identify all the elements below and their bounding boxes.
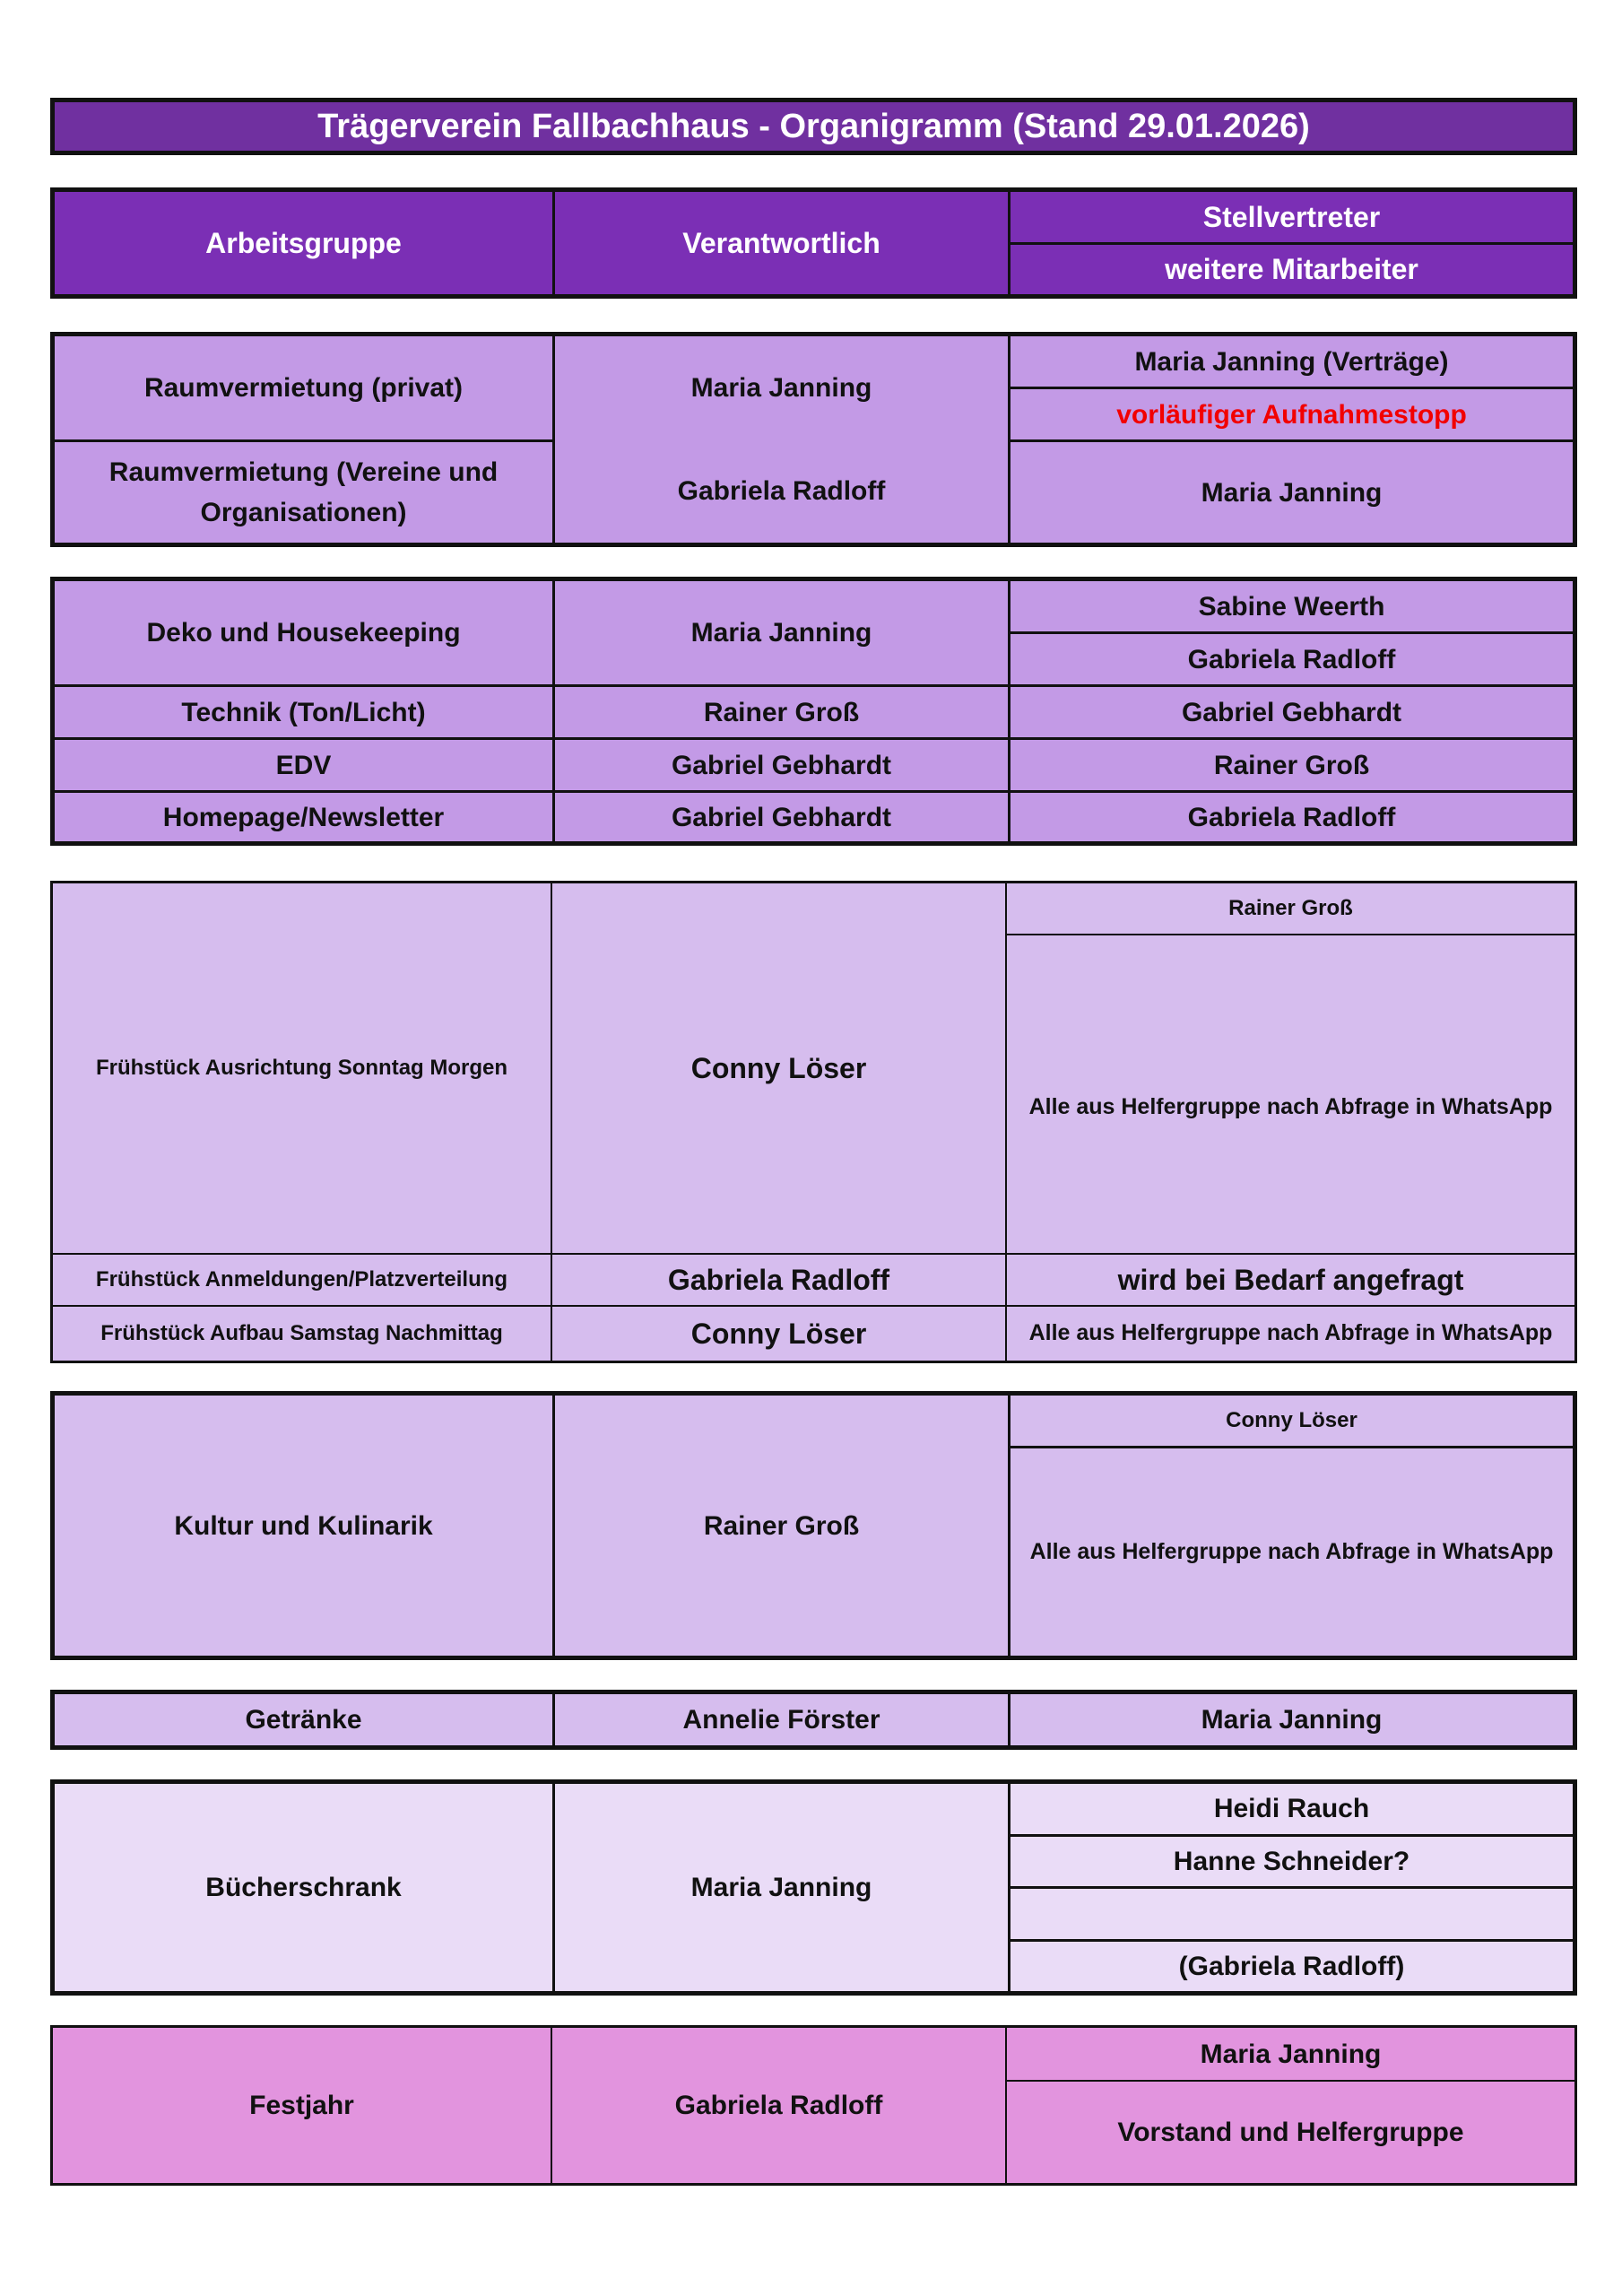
header-stellvertreter: Stellvertreter	[1010, 192, 1573, 242]
staff-buecherschrank-2	[1010, 1889, 1573, 1939]
group-fruehstueck-aufbau: Frühstück Aufbau Samstag Nachmittag	[53, 1307, 551, 1361]
column-header	[50, 187, 1577, 299]
responsible-raumvermietung-vereine: Gabriela Radloff	[677, 476, 886, 506]
group-fruehstueck-ausrichtung: Frühstück Ausrichtung Sonntag Morgen	[53, 883, 551, 1253]
responsible-buecherschrank: Maria Janning	[555, 1784, 1008, 1991]
deputy-deko-housekeeping: Sabine Weerth	[1010, 581, 1573, 631]
section-getraenke	[50, 1690, 1577, 1750]
group-getraenke: Getränke	[55, 1694, 552, 1745]
deputy-raumvermietung-vereine: Maria Janning	[1010, 442, 1573, 543]
header-weitere-mitarbeiter: weitere Mitarbeiter	[1010, 245, 1573, 295]
deputy-fruehstueck-anmeldungen: wird bei Bedarf angefragt	[1007, 1255, 1574, 1305]
staff-fruehstueck-ausrichtung: Alle aus Helfergruppe nach Abfrage in WhatsApp	[1007, 935, 1574, 1253]
note-aufnahmestopp: vorläufiger Aufnahmestopp	[1010, 389, 1573, 439]
group-fruehstueck-anmeldungen: Frühstück Anmeldungen/Platzverteilung	[53, 1255, 551, 1305]
responsible-fruehstueck-ausrichtung: Conny Löser	[552, 883, 1005, 1253]
group-festjahr: Festjahr	[53, 2028, 551, 2183]
group-deko-housekeeping: Deko und Housekeeping	[55, 581, 552, 684]
staff-deko-housekeeping: Gabriela Radloff	[1010, 634, 1573, 684]
responsible-deko-housekeeping: Maria Janning	[555, 581, 1008, 684]
deputy-getraenke: Maria Janning	[1010, 1694, 1573, 1745]
group-raumvermietung-privat: Raumvermietung (privat)	[55, 336, 552, 439]
deputy-fruehstueck-ausrichtung: Rainer Groß	[1007, 883, 1574, 934]
group-edv: EDV	[55, 740, 552, 790]
section-festjahr	[50, 2025, 1577, 2186]
responsible-homepage: Gabriel Gebhardt	[555, 793, 1008, 841]
section-kultur-kulinarik	[50, 1391, 1577, 1660]
header-verantwortlich: Verantwortlich	[555, 192, 1008, 294]
group-buecherschrank: Bücherschrank	[55, 1784, 552, 1991]
deputy-festjahr: Maria Janning	[1007, 2028, 1574, 2080]
responsible-kultur-kulinarik: Rainer Groß	[555, 1396, 1008, 1656]
deputy-buecherschrank: Heidi Rauch	[1010, 1784, 1573, 1834]
responsible-fruehstueck-aufbau: Conny Löser	[552, 1307, 1005, 1361]
responsible-getraenke: Annelie Förster	[555, 1694, 1008, 1745]
section-raumvermietung	[50, 332, 1577, 547]
responsible-fruehstueck-anmeldungen: Gabriela Radloff	[552, 1255, 1005, 1305]
deputy-fruehstueck-aufbau: Alle aus Helfergruppe nach Abfrage in WhatsApp	[1007, 1307, 1574, 1361]
responsible-technik: Rainer Groß	[555, 687, 1008, 737]
deputy-edv: Rainer Groß	[1010, 740, 1573, 790]
deputy-homepage: Gabriela Radloff	[1010, 793, 1573, 841]
section-buecherschrank	[50, 1779, 1577, 1996]
section-fruehstueck	[50, 881, 1577, 1363]
staff-festjahr: Vorstand und Helfergruppe	[1007, 2082, 1574, 2183]
page-title	[50, 98, 1577, 155]
staff-buecherschrank-1: Hanne Schneider?	[1010, 1837, 1573, 1887]
group-homepage: Homepage/Newsletter	[55, 793, 552, 841]
staff-kultur-kulinarik: Alle aus Helfergruppe nach Abfrage in WhatsApp	[1010, 1448, 1573, 1656]
staff-buecherschrank-3: (Gabriela Radloff)	[1010, 1942, 1573, 1992]
group-kultur-kulinarik: Kultur und Kulinarik	[55, 1396, 552, 1656]
page-title-text: Trägerverein Fallbachhaus - Organigramm (Stand 29.01.2026)	[317, 107, 1310, 145]
section-deko-technik	[50, 577, 1577, 846]
responsible-festjahr: Gabriela Radloff	[552, 2028, 1005, 2183]
responsible-edv: Gabriel Gebhardt	[555, 740, 1008, 790]
responsible-raumvermietung-privat: Maria Janning	[690, 373, 872, 403]
deputy-kultur-kulinarik: Conny Löser	[1010, 1396, 1573, 1446]
group-technik: Technik (Ton/Licht)	[55, 687, 552, 737]
deputy-raumvermietung-privat: Maria Janning (Verträge)	[1010, 336, 1573, 387]
group-raumvermietung-vereine: Raumvermietung (Vereine und Organisationen)	[55, 442, 552, 543]
header-arbeitsgruppe: Arbeitsgruppe	[55, 192, 552, 294]
responsible-raumvermietung-merged	[555, 336, 1008, 543]
deputy-technik: Gabriel Gebhardt	[1010, 687, 1573, 737]
